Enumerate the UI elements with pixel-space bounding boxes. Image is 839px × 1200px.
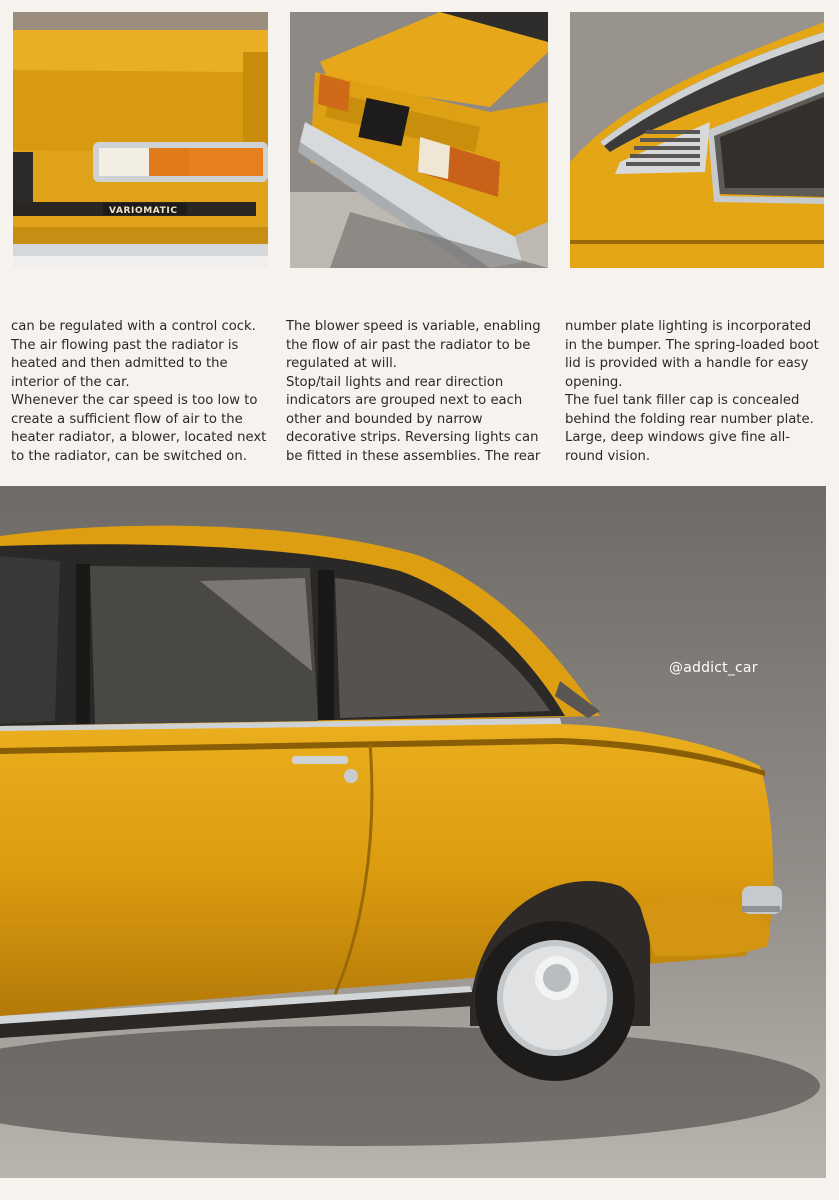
side-profile-image xyxy=(0,486,826,1178)
photo-side-profile xyxy=(0,486,826,1178)
rear-three-quarter-image xyxy=(290,12,548,268)
photo-rear-three-quarter xyxy=(290,12,548,268)
quarter-window-image xyxy=(570,12,824,268)
rear-badge-image xyxy=(13,12,268,268)
column-3-paragraph-1: number plate lighting is incorporated in the bumper. The spring-loaded boot lid is provided with a handle for easy opening. xyxy=(565,319,819,390)
text-column-1 xyxy=(11,318,273,466)
photo-quarter-window xyxy=(570,12,824,268)
watermark: @addict_car xyxy=(669,660,758,676)
text-column-2 xyxy=(286,318,548,466)
column-3-paragraph-2: The fuel tank filler cap is concealed behind the folding rear number plate. Large, deep windows give fine all-round vision. xyxy=(565,393,814,464)
photo-rear-badge xyxy=(13,12,268,268)
column-2-paragraph-2: Stop/tail lights and rear direction indicators are grouped next to each other and bounded by narrow decorative strips. Reversing lights can be fitted in these assemblies. The rear xyxy=(286,374,541,464)
column-1-paragraph-2: Whenever the car speed is too low to create a sufficient flow of air to the heater radiator, a blower, located next to the radiator, can be switched on. xyxy=(11,393,267,464)
text-column-3 xyxy=(565,318,827,466)
variomatic-badge: VARIOMATIC xyxy=(109,206,178,216)
column-2-paragraph-1: The blower speed is variable, enabling the flow of air past the radiator to be regulated at will. xyxy=(286,319,541,371)
column-1-paragraph-1: can be regulated with a control cock. The air flowing past the radiator is heated and then admitted to the interior of the car. xyxy=(11,319,256,390)
